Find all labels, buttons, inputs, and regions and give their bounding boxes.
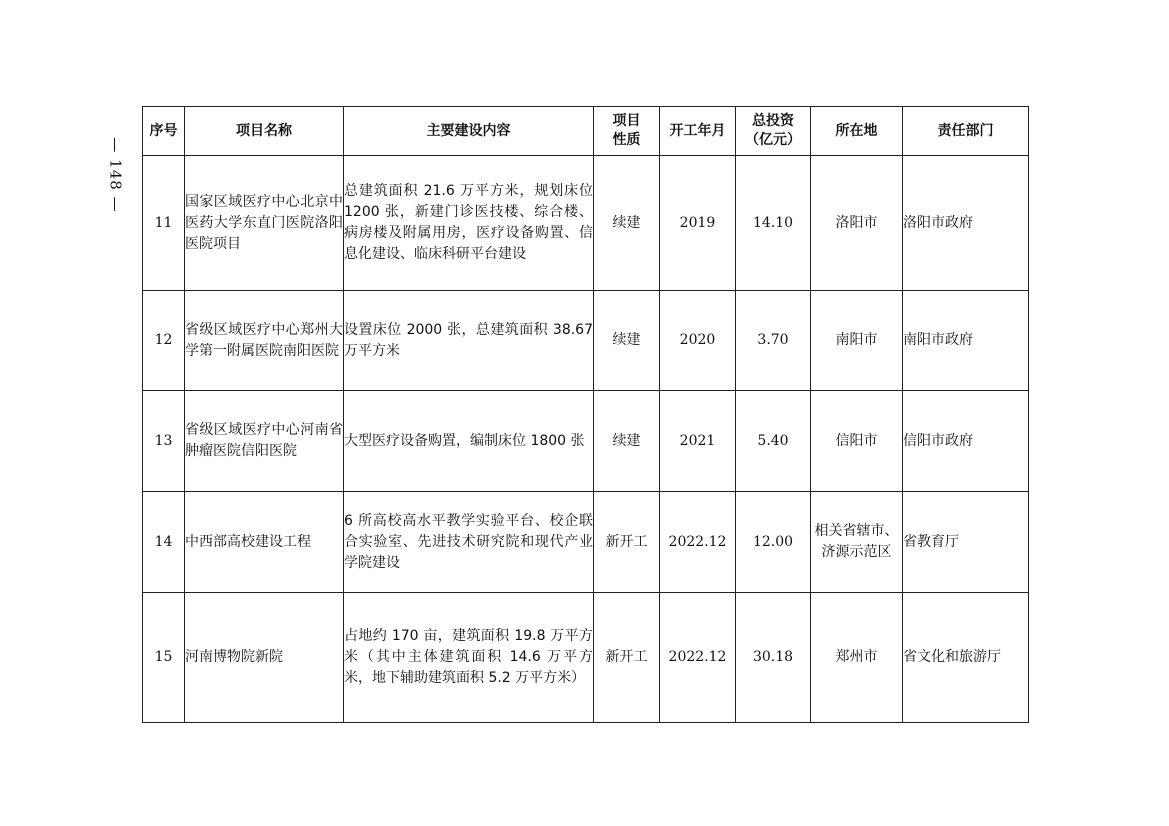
row-department: 南阳市政府: [903, 291, 1029, 391]
project-table: [142, 106, 1029, 723]
row-location: 信阳市: [811, 391, 903, 492]
row-index: 11: [143, 156, 185, 291]
row-start: 2022.12: [660, 492, 736, 593]
row-investment: 30.18: [736, 593, 811, 723]
row-start: 2020: [660, 291, 736, 391]
table-row: [143, 156, 1029, 291]
row-content: 总建筑面积 21.6 万平方米，规划床位 1200 张，新建门诊医技楼、综合楼、病房楼及附属用房，医疗设备购置、信息化建设、临床科研平台建设: [344, 156, 594, 291]
row-location: 相关省辖市、济源示范区: [811, 492, 903, 593]
row-content: 设置床位 2000 张，总建筑面积 38.67 万平方米: [344, 291, 594, 391]
page-number-text: — 148 —: [107, 137, 126, 213]
header-department: 责任部门: [903, 107, 1029, 156]
row-name: 国家区域医疗中心北京中医药大学东直门医院洛阳医院项目: [185, 156, 344, 291]
row-index: 15: [143, 593, 185, 723]
row-investment: 12.00: [736, 492, 811, 593]
row-investment: 5.40: [736, 391, 811, 492]
header-investment: 总投资（亿元）: [736, 107, 811, 156]
header-name: 项目名称: [185, 107, 344, 156]
row-location: 南阳市: [811, 291, 903, 391]
page-number: [96, 125, 136, 225]
row-location: 郑州市: [811, 593, 903, 723]
row-investment: 14.10: [736, 156, 811, 291]
row-nature: 续建: [594, 156, 660, 291]
row-location: 洛阳市: [811, 156, 903, 291]
row-start: 2019: [660, 156, 736, 291]
row-start: 2022.12: [660, 593, 736, 723]
row-index: 13: [143, 391, 185, 492]
row-department: 洛阳市政府: [903, 156, 1029, 291]
row-department: 省教育厅: [903, 492, 1029, 593]
row-content: 占地约 170 亩，建筑面积 19.8 万平方米（其中主体建筑面积 14.6 万平方米，地下辅助建筑面积 5.2 万平方米）: [344, 593, 594, 723]
row-name: 河南博物院新院: [185, 593, 344, 723]
row-content: 大型医疗设备购置，编制床位 1800 张: [344, 391, 594, 492]
row-nature: 新开工: [594, 593, 660, 723]
row-index: 14: [143, 492, 185, 593]
row-nature: 续建: [594, 291, 660, 391]
row-content: 6 所高校高水平教学实验平台、校企联合实验室、先进技术研究院和现代产业学院建设: [344, 492, 594, 593]
table-row: [143, 391, 1029, 492]
row-name: 省级区域医疗中心郑州大学第一附属医院南阳医院: [185, 291, 344, 391]
row-nature: 新开工: [594, 492, 660, 593]
header-start: 开工年月: [660, 107, 736, 156]
row-name: 省级区域医疗中心河南省肿瘤医院信阳医院: [185, 391, 344, 492]
header-location: 所在地: [811, 107, 903, 156]
row-index: 12: [143, 291, 185, 391]
header-content: 主要建设内容: [344, 107, 594, 156]
table-row: [143, 291, 1029, 391]
row-department: 省文化和旅游厅: [903, 593, 1029, 723]
row-department: 信阳市政府: [903, 391, 1029, 492]
row-start: 2021: [660, 391, 736, 492]
row-nature: 续建: [594, 391, 660, 492]
table-row: [143, 593, 1029, 723]
header-index: 序号: [143, 107, 185, 156]
table-header-row: [143, 107, 1029, 156]
row-name: 中西部高校建设工程: [185, 492, 344, 593]
header-nature: 项目性质: [594, 107, 660, 156]
table-row: [143, 492, 1029, 593]
row-investment: 3.70: [736, 291, 811, 391]
